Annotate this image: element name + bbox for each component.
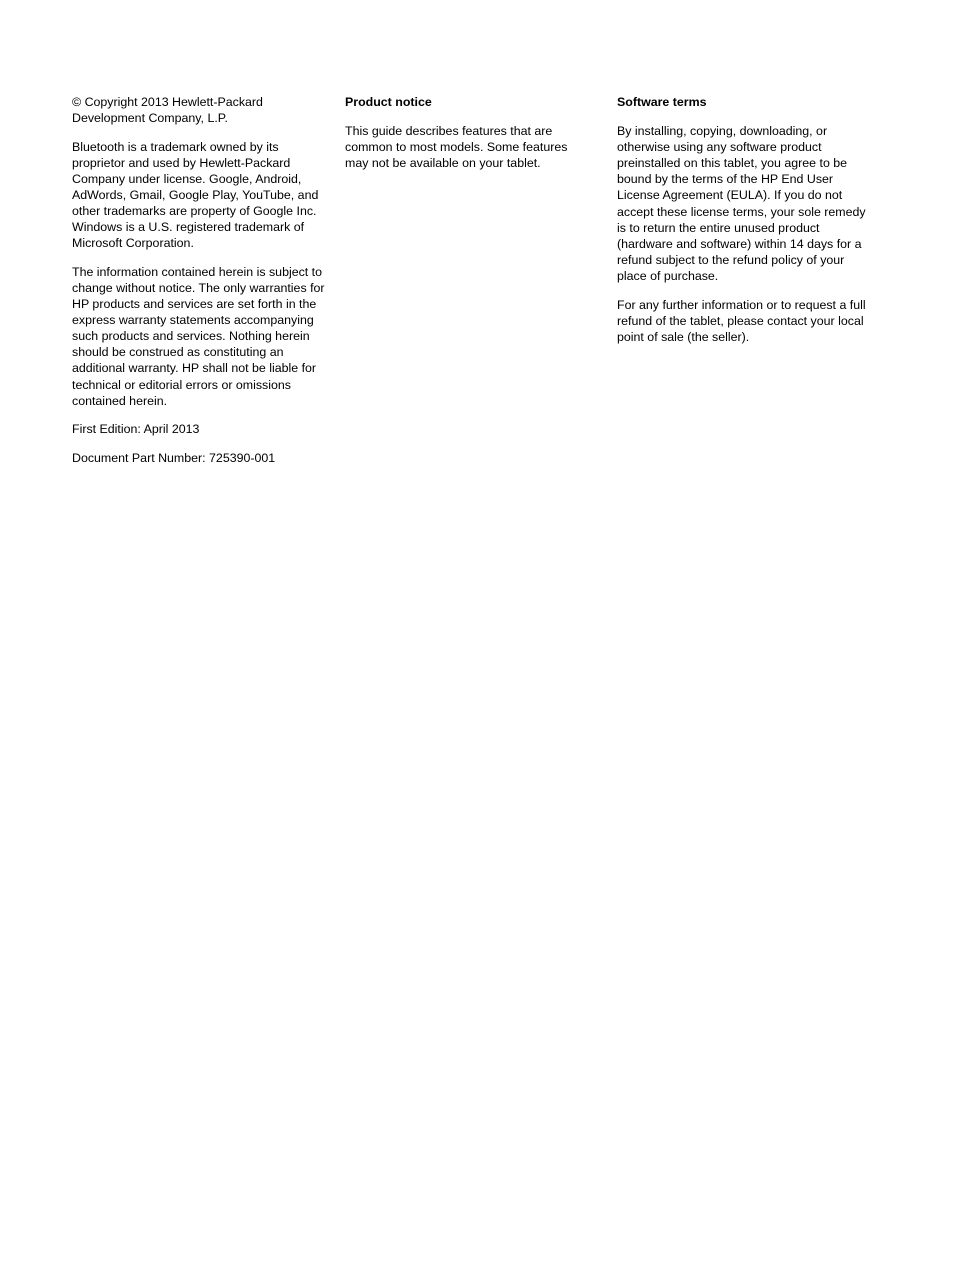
disclaimer-paragraph: The information contained herein is subject to change without notice. The only warranties for HP products and services are set forth in the express warranty statements accompanying such products and services. Nothing herein should be construed as constituting an additional warranty. HP shall not be liable for technical or editorial errors or omissions contained herein. <box>72 264 325 408</box>
product-notice-column <box>345 94 585 184</box>
software-terms-heading: Software terms <box>617 95 707 109</box>
eula-paragraph: By installing, copying, downloading, or otherwise using any software product preinstalled on this tablet, you agree to be bound by the terms of the HP End User License Agreement (EULA). If you do not accept these license terms, your sole remedy is to return the entire unused product (hardware and software) within 14 days for a refund subject to the refund policy of your place of purchase. <box>617 124 866 283</box>
product-notice-paragraph: This guide describes features that are common to most models. Some features may not be available on your tablet. <box>345 124 568 171</box>
copyright-paragraph: © Copyright 2013 Hewlett-Packard Development Company, L.P. <box>72 95 263 126</box>
software-terms-column <box>617 94 873 357</box>
part-number-paragraph: Document Part Number: 725390-001 <box>72 450 276 465</box>
product-notice-heading: Product notice <box>345 95 432 109</box>
refund-paragraph: For any further information or to request a full refund of the tablet, please contact your local point of sale (the seller). <box>617 297 866 344</box>
edition-paragraph: First Edition: April 2013 <box>72 422 200 437</box>
trademark-paragraph: Bluetooth is a trademark owned by its proprietor and used by Hewlett-Packard Company under license. Google, Android, AdWords, Gmail, Google Play, YouTube, and other trademarks are property of Google Inc. Windows is a U.S. registered trademark of Microsoft Corporation. <box>72 139 319 251</box>
legal-column <box>72 94 328 478</box>
